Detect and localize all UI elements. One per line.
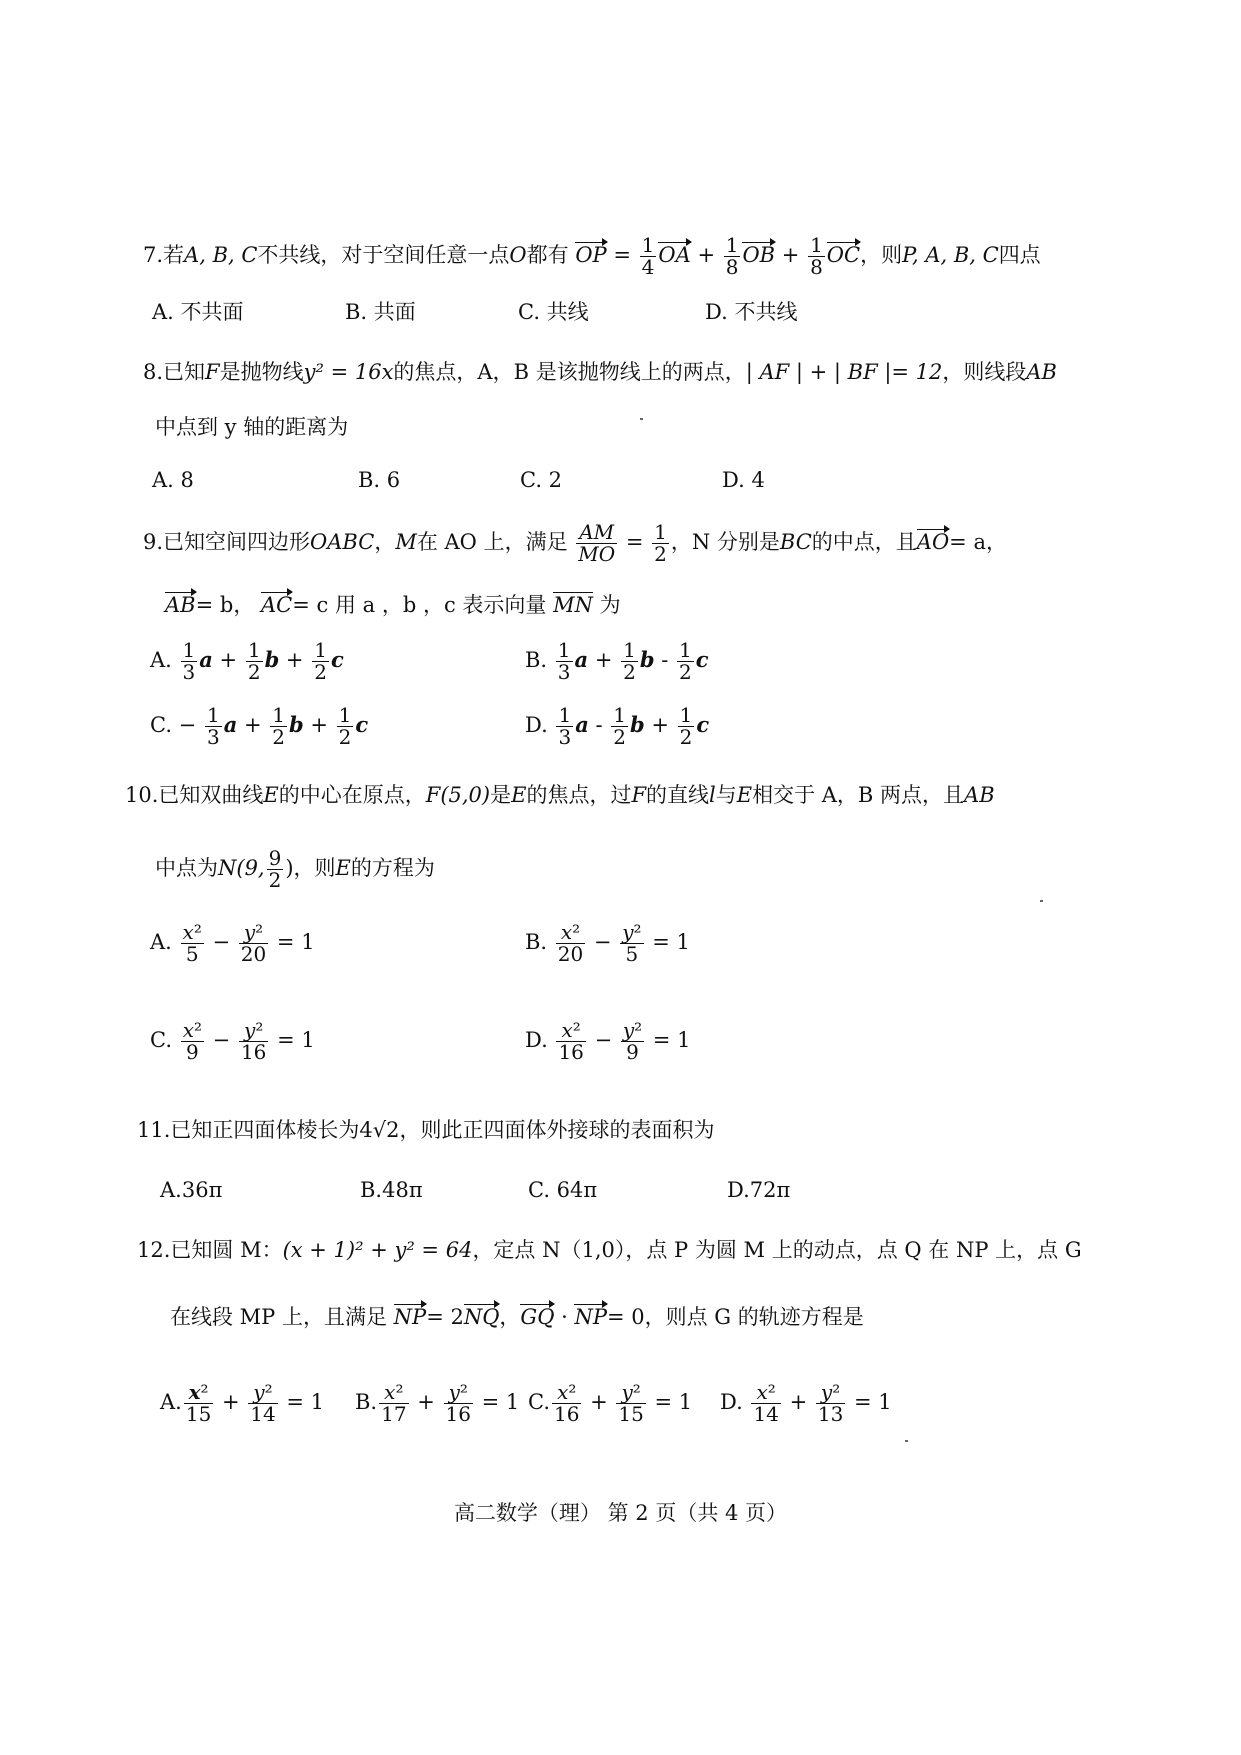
q9-option-d: D. $\frac{1}{3}$ a - $\frac{1}{2}$ b + $\frac{1}{2}$ c bbox=[525, 703, 710, 749]
q10-option-d: D. $\frac{\text{x²}}{16}$ − $\frac{\text{y²}}{9}$ = 1 bbox=[525, 1018, 691, 1064]
q8-option-b: B. 6 bbox=[358, 468, 401, 492]
q10-option-a: A. $\frac{\text{x²}}{5}$ − $\frac{\text{y²}}{20}$ = 1 bbox=[150, 920, 315, 966]
question-10-line-2: 中点为N(9, $\frac{9}{2}$ )，则E的方程为 bbox=[155, 846, 435, 892]
vector-oc: OC bbox=[826, 243, 861, 267]
q7-option-d: D. 不共线 bbox=[705, 300, 798, 324]
q11-option-c: C. 64π bbox=[528, 1178, 598, 1202]
question-8-line-2: 中点到 y 轴的距离为 bbox=[155, 415, 349, 439]
q12-option-d: D. $\frac{\text{x²}}{14}$ + $\frac{\text{y²}}{13}$ = 1 bbox=[720, 1380, 892, 1426]
question-12-stem: 12.已知圆 M：(x + 1)² + y² = 64，定点 N（1,0），点 P 为圆 M 上的动点，点 Q 在 NP 上，点 G bbox=[137, 1238, 1082, 1262]
q12-option-b: B. $\frac{\text{x²}}{17}$ + $\frac{\text{y²}}{16}$ = 1 bbox=[355, 1380, 520, 1426]
q10-option-b: B. $\frac{\text{x²}}{20}$ − $\frac{\text{y²}}{5}$ = 1 bbox=[525, 920, 690, 966]
question-8-stem: 8.已知F是抛物线y² = 16x的焦点，A，B 是该抛物线上的两点，| AF | + | BF |= 12，则线段AB bbox=[143, 360, 1057, 384]
q8-option-a: A. 8 bbox=[152, 468, 194, 492]
q9-option-a: A. $\frac{1}{3}$ a + $\frac{1}{2}$ b + $\frac{1}{2}$ c bbox=[150, 638, 344, 684]
q7-option-b: B. 共面 bbox=[345, 300, 416, 324]
q9-option-c: C. − $\frac{1}{3}$ a + $\frac{1}{2}$ b + $\frac{1}{2}$ c bbox=[150, 703, 369, 749]
question-12-line-2: 在线段 MP 上，且满足 NP= 2NQ，GQ · NP= 0，则点 G 的轨迹方程是 bbox=[170, 1305, 864, 1329]
q8-option-c: C. 2 bbox=[520, 468, 563, 492]
question-9-line-2: AB= b， AC= c 用 a ，b ，c 表示向量 MN 为 bbox=[165, 593, 621, 617]
vector-np: NP bbox=[393, 1305, 427, 1329]
vector-np-2: NP bbox=[574, 1305, 607, 1329]
q7-option-c: C. 共线 bbox=[518, 300, 589, 324]
question-10-stem: 10.已知双曲线E的中心在原点，F(5,0)是E的焦点，过F的直线l与E相交于 A，B 两点，且AB bbox=[125, 783, 995, 807]
vector-ob: OB bbox=[742, 243, 776, 267]
scan-speck bbox=[640, 418, 643, 420]
page-footer: 高二数学（理） 第 2 页（共 4 页） bbox=[453, 1501, 788, 1525]
vector-ac: AC bbox=[261, 593, 293, 617]
question-9-stem: 9.已知空间四边形OABC，M在 AO 上，满足 $\frac{AM}{MO}$ = $\frac{1}{2}$ ，N 分别是BC的中点，且AO= a， bbox=[143, 520, 1007, 566]
q10-option-c: C. $\frac{\text{x²}}{9}$ − $\frac{\text{y²}}{16}$ = 1 bbox=[150, 1018, 315, 1064]
scan-speck bbox=[905, 1440, 908, 1442]
q12-option-c: C. $\frac{\text{x²}}{16}$ + $\frac{\text{y²}}{15}$ = 1 bbox=[528, 1380, 693, 1426]
vector-nq: NQ bbox=[463, 1305, 500, 1329]
q11-option-d: D.72π bbox=[727, 1178, 791, 1202]
vector-op: OP bbox=[575, 243, 607, 267]
q8-option-d: D. 4 bbox=[722, 468, 765, 492]
vector-ab: AB bbox=[165, 593, 196, 617]
question-7-stem: 7.若A, B, C不共线，对于空间任意一点O都有 OP = $\frac{1}{4}$ OA + $\frac{1}{8}$ OB + $\frac{1}{8}$ OC，则P, A, B, C四点 bbox=[143, 233, 1041, 279]
vector-oa: OA bbox=[658, 243, 691, 267]
vector-gq: GQ bbox=[520, 1305, 555, 1329]
q11-option-b: B.48π bbox=[360, 1178, 423, 1202]
q11-option-a: A.36π bbox=[160, 1178, 223, 1202]
q12-option-a: A. $\frac{\text{x²}}{15}$ + $\frac{\text{y²}}{14}$ = 1 bbox=[160, 1380, 325, 1426]
question-11-stem: 11.已知正四面体棱长为4√2，则此正四面体外接球的表面积为 bbox=[137, 1118, 715, 1142]
vector-mn: MN bbox=[553, 593, 593, 617]
scan-speck bbox=[1040, 900, 1043, 902]
q9-option-b: B. $\frac{1}{3}$ a + $\frac{1}{2}$ b - $\frac{1}{2}$ c bbox=[525, 638, 709, 684]
q7-option-a: A. 不共面 bbox=[152, 300, 244, 324]
vector-ao: AO bbox=[916, 530, 950, 554]
